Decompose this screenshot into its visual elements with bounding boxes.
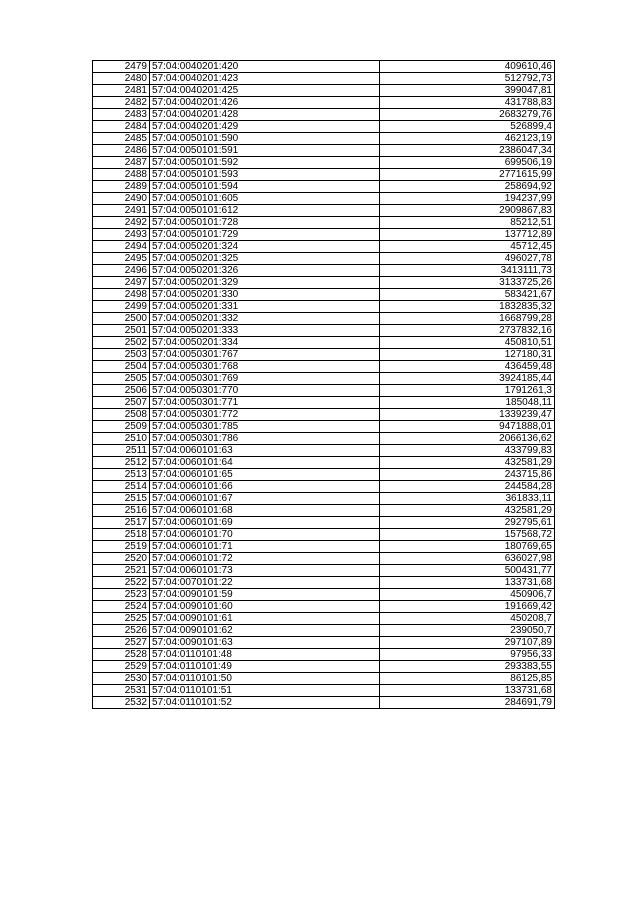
table-row (93, 457, 555, 469)
cadastral-number-cell: 57:04:0050201:333 (150, 325, 380, 337)
table-row (93, 373, 555, 385)
table-row (93, 265, 555, 277)
table-row (93, 493, 555, 505)
value-cell: 45712,45 (380, 241, 555, 253)
table-row (93, 469, 555, 481)
cadastral-number-cell: 57:04:0050201:326 (150, 265, 380, 277)
cadastral-number-cell: 57:04:0050101:605 (150, 193, 380, 205)
cadastral-number-cell: 57:04:0110101:49 (150, 661, 380, 673)
row-number-cell: 2482 (93, 97, 150, 109)
row-number-cell: 2480 (93, 73, 150, 85)
cadastral-number-cell: 57:04:0050201:331 (150, 301, 380, 313)
row-number-cell: 2506 (93, 385, 150, 397)
value-cell: 191669,42 (380, 601, 555, 613)
row-number-cell: 2505 (93, 373, 150, 385)
value-cell: 2909867,83 (380, 205, 555, 217)
value-cell: 431788,83 (380, 97, 555, 109)
row-number-cell: 2500 (93, 313, 150, 325)
row-number-cell: 2488 (93, 169, 150, 181)
row-number-cell: 2495 (93, 253, 150, 265)
cadastral-number-cell: 57:04:0040201:420 (150, 61, 380, 73)
cadastral-number-cell: 57:04:0050101:590 (150, 133, 380, 145)
table-row (93, 625, 555, 637)
value-cell: 137712,89 (380, 229, 555, 241)
row-number-cell: 2494 (93, 241, 150, 253)
table-row (93, 349, 555, 361)
table-row (93, 217, 555, 229)
value-cell: 297107,89 (380, 637, 555, 649)
cadastral-number-cell: 57:04:0060101:66 (150, 481, 380, 493)
row-number-cell: 2526 (93, 625, 150, 637)
row-number-cell: 2532 (93, 697, 150, 709)
cadastral-number-cell: 57:04:0050301:767 (150, 349, 380, 361)
row-number-cell: 2479 (93, 61, 150, 73)
cadastral-number-cell: 57:04:0090101:61 (150, 613, 380, 625)
value-cell: 133731,68 (380, 577, 555, 589)
row-number-cell: 2527 (93, 637, 150, 649)
row-number-cell: 2502 (93, 337, 150, 349)
cadastral-number-cell: 57:04:0110101:51 (150, 685, 380, 697)
value-cell: 3924185,44 (380, 373, 555, 385)
row-number-cell: 2498 (93, 289, 150, 301)
row-number-cell: 2493 (93, 229, 150, 241)
table-row (93, 517, 555, 529)
cadastral-value-table (92, 60, 555, 709)
value-cell: 583421,67 (380, 289, 555, 301)
value-cell: 239050,7 (380, 625, 555, 637)
table-row (93, 169, 555, 181)
cadastral-number-cell: 57:04:0050301:786 (150, 433, 380, 445)
table-row (93, 505, 555, 517)
row-number-cell: 2513 (93, 469, 150, 481)
row-number-cell: 2486 (93, 145, 150, 157)
value-cell: 185048,11 (380, 397, 555, 409)
cadastral-number-cell: 57:04:0050201:330 (150, 289, 380, 301)
value-cell: 450906,7 (380, 589, 555, 601)
value-cell: 157568,72 (380, 529, 555, 541)
table-row (93, 253, 555, 265)
value-cell: 194237,99 (380, 193, 555, 205)
cadastral-number-cell: 57:04:0060101:65 (150, 469, 380, 481)
value-cell: 526899,4 (380, 121, 555, 133)
table-row (93, 565, 555, 577)
table-row (93, 649, 555, 661)
table-row (93, 397, 555, 409)
row-number-cell: 2522 (93, 577, 150, 589)
cadastral-number-cell: 57:04:0110101:50 (150, 673, 380, 685)
value-cell: 180769,65 (380, 541, 555, 553)
row-number-cell: 2517 (93, 517, 150, 529)
cadastral-number-cell: 57:04:0050101:612 (150, 205, 380, 217)
cadastral-number-cell: 57:04:0060101:70 (150, 529, 380, 541)
cadastral-number-cell: 57:04:0090101:63 (150, 637, 380, 649)
cadastral-number-cell: 57:04:0090101:62 (150, 625, 380, 637)
value-cell: 3413111,73 (380, 265, 555, 277)
row-number-cell: 2512 (93, 457, 150, 469)
value-cell: 409610,46 (380, 61, 555, 73)
table-row (93, 685, 555, 697)
value-cell: 1791261,3 (380, 385, 555, 397)
row-number-cell: 2503 (93, 349, 150, 361)
row-number-cell: 2504 (93, 361, 150, 373)
value-cell: 2737832,16 (380, 325, 555, 337)
cadastral-number-cell: 57:04:0090101:60 (150, 601, 380, 613)
cadastral-number-cell: 57:04:0050101:728 (150, 217, 380, 229)
table-row (93, 121, 555, 133)
cadastral-number-cell: 57:04:0110101:52 (150, 697, 380, 709)
table-row (93, 313, 555, 325)
row-number-cell: 2515 (93, 493, 150, 505)
cadastral-number-cell: 57:04:0110101:48 (150, 649, 380, 661)
value-cell: 9471888,01 (380, 421, 555, 433)
value-cell: 258694,92 (380, 181, 555, 193)
table-row (93, 673, 555, 685)
value-cell: 433799,83 (380, 445, 555, 457)
row-number-cell: 2524 (93, 601, 150, 613)
cadastral-number-cell: 57:04:0040201:423 (150, 73, 380, 85)
table-row (93, 361, 555, 373)
value-cell: 133731,68 (380, 685, 555, 697)
cadastral-number-cell: 57:04:0050301:772 (150, 409, 380, 421)
cadastral-number-cell: 57:04:0060101:73 (150, 565, 380, 577)
value-cell: 1668799,28 (380, 313, 555, 325)
cadastral-number-cell: 57:04:0040201:428 (150, 109, 380, 121)
row-number-cell: 2510 (93, 433, 150, 445)
cadastral-number-cell: 57:04:0050201:325 (150, 253, 380, 265)
table-row (93, 73, 555, 85)
row-number-cell: 2481 (93, 85, 150, 97)
table-row (93, 229, 555, 241)
value-cell: 636027,98 (380, 553, 555, 565)
table-row (93, 109, 555, 121)
cadastral-number-cell: 57:04:0040201:425 (150, 85, 380, 97)
table-row (93, 541, 555, 553)
row-number-cell: 2507 (93, 397, 150, 409)
table-row (93, 193, 555, 205)
cadastral-number-cell: 57:04:0050301:769 (150, 373, 380, 385)
value-cell: 2386047,34 (380, 145, 555, 157)
table-row (93, 325, 555, 337)
table-row (93, 529, 555, 541)
row-number-cell: 2487 (93, 157, 150, 169)
cadastral-number-cell: 57:04:0060101:63 (150, 445, 380, 457)
row-number-cell: 2492 (93, 217, 150, 229)
table-row (93, 613, 555, 625)
table-row (93, 157, 555, 169)
row-number-cell: 2501 (93, 325, 150, 337)
value-cell: 432581,29 (380, 505, 555, 517)
table-row (93, 337, 555, 349)
row-number-cell: 2523 (93, 589, 150, 601)
cadastral-number-cell: 57:04:0050201:324 (150, 241, 380, 253)
row-number-cell: 2489 (93, 181, 150, 193)
cadastral-number-cell: 57:04:0060101:64 (150, 457, 380, 469)
table-row (93, 205, 555, 217)
table-row (93, 661, 555, 673)
row-number-cell: 2530 (93, 673, 150, 685)
value-cell: 293383,55 (380, 661, 555, 673)
table-row (93, 181, 555, 193)
table-row (93, 553, 555, 565)
value-cell: 85212,51 (380, 217, 555, 229)
cadastral-number-cell: 57:04:0050201:329 (150, 277, 380, 289)
value-cell: 399047,81 (380, 85, 555, 97)
row-number-cell: 2529 (93, 661, 150, 673)
table-row (93, 145, 555, 157)
cadastral-number-cell: 57:04:0050301:768 (150, 361, 380, 373)
row-number-cell: 2520 (93, 553, 150, 565)
table-row (93, 589, 555, 601)
row-number-cell: 2518 (93, 529, 150, 541)
value-cell: 500431,77 (380, 565, 555, 577)
value-cell: 436459,48 (380, 361, 555, 373)
row-number-cell: 2490 (93, 193, 150, 205)
row-number-cell: 2511 (93, 445, 150, 457)
cadastral-number-cell: 57:04:0060101:71 (150, 541, 380, 553)
cadastral-number-cell: 57:04:0050101:591 (150, 145, 380, 157)
table-row (93, 697, 555, 709)
row-number-cell: 2485 (93, 133, 150, 145)
value-cell: 127180,31 (380, 349, 555, 361)
table-row (93, 433, 555, 445)
cadastral-number-cell: 57:04:0060101:67 (150, 493, 380, 505)
cadastral-number-cell: 57:04:0070101:22 (150, 577, 380, 589)
row-number-cell: 2528 (93, 649, 150, 661)
table-row (93, 601, 555, 613)
value-cell: 1339239,47 (380, 409, 555, 421)
table-row (93, 97, 555, 109)
table-row (93, 133, 555, 145)
table-row (93, 409, 555, 421)
value-cell: 2066136,62 (380, 433, 555, 445)
value-cell: 284691,79 (380, 697, 555, 709)
value-cell: 2771615,99 (380, 169, 555, 181)
value-cell: 86125,85 (380, 673, 555, 685)
cadastral-number-cell: 57:04:0050101:592 (150, 157, 380, 169)
value-cell: 243715,86 (380, 469, 555, 481)
cadastral-number-cell: 57:04:0060101:72 (150, 553, 380, 565)
cadastral-number-cell: 57:04:0050101:594 (150, 181, 380, 193)
row-number-cell: 2519 (93, 541, 150, 553)
row-number-cell: 2531 (93, 685, 150, 697)
value-cell: 450208,7 (380, 613, 555, 625)
cadastral-number-cell: 57:04:0040201:429 (150, 121, 380, 133)
table-row (93, 289, 555, 301)
value-cell: 244584,28 (380, 481, 555, 493)
cadastral-number-cell: 57:04:0050201:332 (150, 313, 380, 325)
cadastral-number-cell: 57:04:0060101:69 (150, 517, 380, 529)
row-number-cell: 2508 (93, 409, 150, 421)
value-cell: 2683279,76 (380, 109, 555, 121)
cadastral-number-cell: 57:04:0060101:68 (150, 505, 380, 517)
table-row (93, 277, 555, 289)
table-row (93, 85, 555, 97)
table-row (93, 481, 555, 493)
row-number-cell: 2497 (93, 277, 150, 289)
table-row (93, 577, 555, 589)
value-cell: 512792,73 (380, 73, 555, 85)
cadastral-number-cell: 57:04:0050301:771 (150, 397, 380, 409)
cadastral-number-cell: 57:04:0050101:593 (150, 169, 380, 181)
cadastral-number-cell: 57:04:0050301:770 (150, 385, 380, 397)
row-number-cell: 2496 (93, 265, 150, 277)
cadastral-number-cell: 57:04:0040201:426 (150, 97, 380, 109)
table-body (93, 61, 555, 709)
row-number-cell: 2509 (93, 421, 150, 433)
table-row (93, 421, 555, 433)
value-cell: 496027,78 (380, 253, 555, 265)
cadastral-number-cell: 57:04:0050201:334 (150, 337, 380, 349)
table-row (93, 637, 555, 649)
value-cell: 699506,19 (380, 157, 555, 169)
row-number-cell: 2499 (93, 301, 150, 313)
row-number-cell: 2484 (93, 121, 150, 133)
value-cell: 450810,51 (380, 337, 555, 349)
value-cell: 361833,11 (380, 493, 555, 505)
cadastral-number-cell: 57:04:0090101:59 (150, 589, 380, 601)
value-cell: 432581,29 (380, 457, 555, 469)
value-cell: 462123,19 (380, 133, 555, 145)
row-number-cell: 2491 (93, 205, 150, 217)
cadastral-number-cell: 57:04:0050301:785 (150, 421, 380, 433)
row-number-cell: 2525 (93, 613, 150, 625)
value-cell: 292795,61 (380, 517, 555, 529)
cadastral-number-cell: 57:04:0050101:729 (150, 229, 380, 241)
table-row (93, 61, 555, 73)
table-row (93, 241, 555, 253)
row-number-cell: 2516 (93, 505, 150, 517)
row-number-cell: 2483 (93, 109, 150, 121)
table-row (93, 445, 555, 457)
row-number-cell: 2514 (93, 481, 150, 493)
value-cell: 3133725,26 (380, 277, 555, 289)
row-number-cell: 2521 (93, 565, 150, 577)
value-cell: 1832835,32 (380, 301, 555, 313)
table-row (93, 385, 555, 397)
table-row (93, 301, 555, 313)
value-cell: 97956,33 (380, 649, 555, 661)
